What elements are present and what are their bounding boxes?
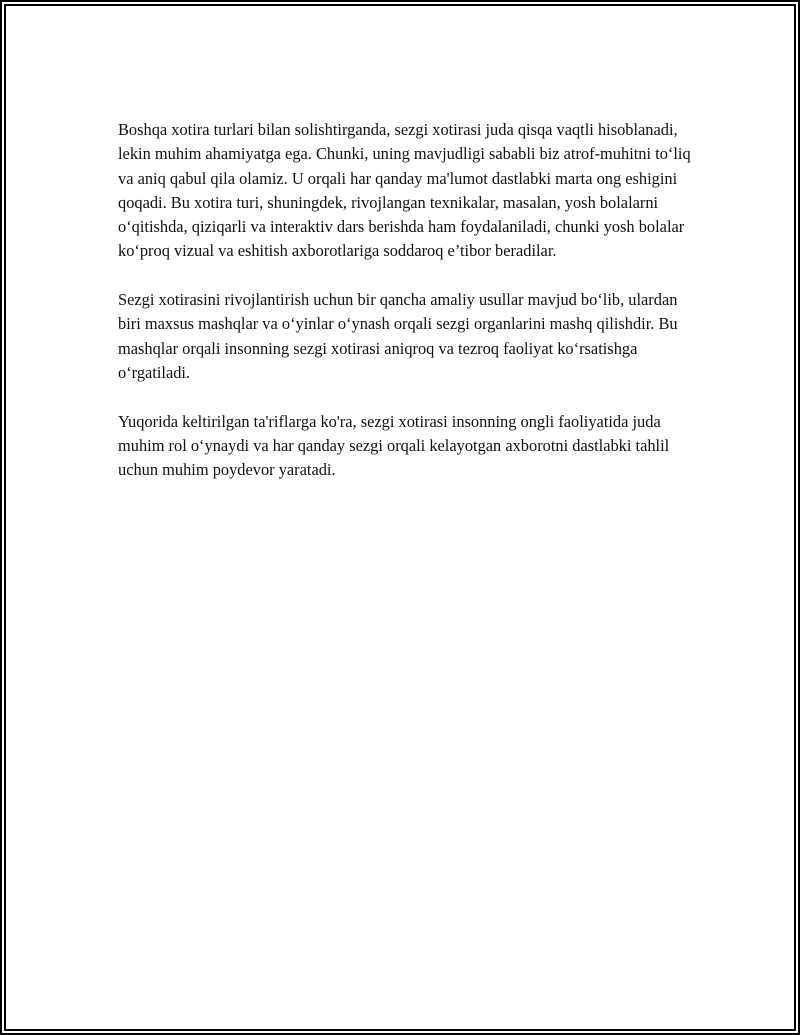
paragraph-3: Yuqorida keltirilgan ta'riflarga ko'ra, sezgi xotirasi insonning ongli faoliyatida juda muhim rol oʻynaydi va har qanday sezgi orqali kelayotgan axborotni dastlabki tahlil uchun muhim poydevor yaratadi. — [118, 411, 670, 480]
paragraph-1: Boshqa xotira turlari bilan solishtirganda, sezgi xotirasi juda qisqa vaqtli hisoblanadi, lekin muhim ahamiyatga ega. Chunki, uning mavjudligi sababli biz atrof-muhitni toʻliq va aniq qabul qila olamiz. U orqali har qanday ma'lumot dastlabki marta ong eshigini qoqadi. Bu xotira turi, shuningdek, rivojlangan texnikalar, masalan, yosh bolalarni oʻqitishda, qiziqarli va interaktiv dars berishda ham foydalaniladi, chunki yosh bolalar koʻproq vizual va eshitish axborotlariga soddaroq e’tibor beradilar. — [118, 120, 691, 261]
paragraph-2: Sezgi xotirasini rivojlantirish uchun bir qancha amaliy usullar mavjud boʻlib, ulardan biri maxsus mashqlar va oʻyinlar oʻynash orqali sezgi organlarini mashq qilishdir. Bu mashqlar orqali insonning sezgi xotirasi aniqroq va tezroq faoliyat koʻrsatishga oʻrgatiladi. — [118, 290, 678, 382]
document-body — [118, 118, 698, 507]
